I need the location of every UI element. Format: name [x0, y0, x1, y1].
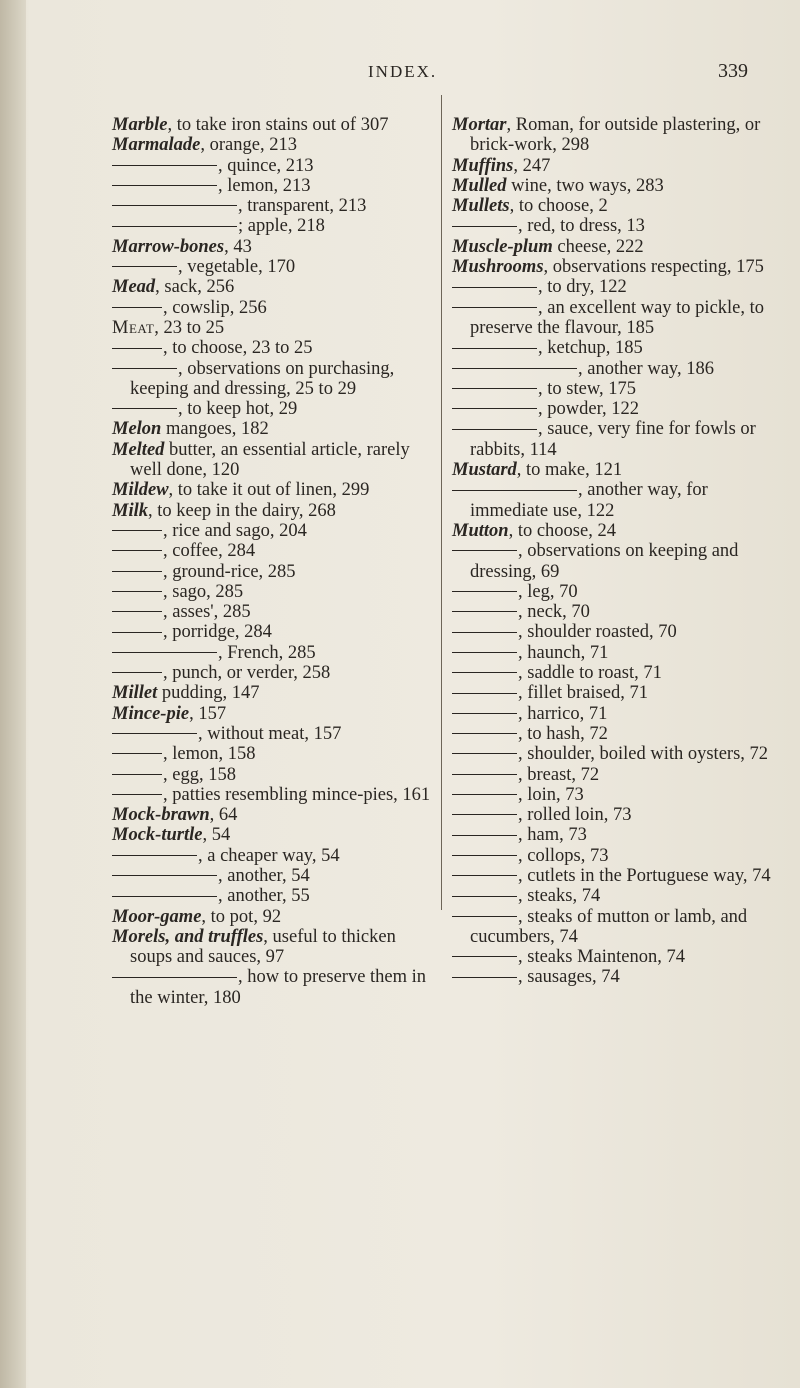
- index-entry: [112, 846, 434, 866]
- ditto-rule: [452, 226, 517, 227]
- entry-text: , without meat, 157: [198, 723, 342, 744]
- ditto-rule: [112, 530, 162, 531]
- entry-text: , rolled loin, 73: [518, 805, 632, 826]
- index-entry: [452, 237, 777, 257]
- entry-text: , to choose, 23 to 25: [163, 338, 313, 359]
- entry-headword: Mildew: [112, 480, 169, 501]
- column-divider: [441, 95, 442, 910]
- index-entry: [452, 176, 777, 196]
- index-entry: [112, 825, 434, 845]
- entry-text: , cowslip, 256: [163, 297, 267, 318]
- entry-text: , another, 55: [218, 886, 310, 907]
- ditto-rule: [112, 226, 237, 227]
- entry-headword: Milk: [112, 500, 148, 521]
- ditto-rule: [112, 307, 162, 308]
- entry-headword: Morels, and truffles: [112, 926, 264, 947]
- entry-text: , sauce, very fine for fowls or rabbits, 114: [470, 419, 756, 460]
- ditto-rule: [452, 632, 517, 633]
- entry-text: , loin, 73: [518, 784, 584, 805]
- ditto-rule: [112, 632, 162, 633]
- entry-headword: Mince-pie: [112, 703, 190, 724]
- index-entry: [452, 825, 777, 845]
- index-entry: [112, 237, 434, 257]
- page-gutter-shadow: [0, 0, 26, 1388]
- ditto-rule: [452, 591, 517, 592]
- entry-text: , shoulder roasted, 70: [518, 622, 677, 643]
- index-entry: [452, 379, 777, 399]
- index-entry: [112, 927, 434, 968]
- entry-text: , transparent, 213: [238, 196, 367, 217]
- entry-text: butter, an essential article, rarely well done, 120: [130, 439, 410, 481]
- index-column-right: [452, 115, 777, 988]
- ditto-rule: [452, 835, 517, 836]
- index-entry: [452, 460, 777, 480]
- entry-text: , 54: [202, 825, 231, 846]
- entry-headword: Mortar: [452, 115, 507, 135]
- entry-text: , another way, for immediate use, 122: [470, 480, 708, 521]
- index-entry: [112, 643, 434, 663]
- index-entry: [452, 541, 777, 582]
- index-entry: [112, 216, 434, 236]
- index-entry: [452, 359, 777, 379]
- entry-text: , another, 54: [218, 865, 310, 886]
- index-entry: [112, 521, 434, 541]
- entry-text: , useful to thicken soups and sauces, 97: [130, 926, 396, 968]
- index-entry: [112, 277, 434, 297]
- index-entry: [112, 419, 434, 439]
- ditto-rule: [452, 287, 537, 288]
- ditto-rule: [112, 348, 162, 349]
- index-column-left: [112, 115, 434, 1008]
- index-entry: [452, 338, 777, 358]
- entry-text: , 247: [513, 155, 551, 176]
- entry-text: , 23 to 25: [154, 317, 225, 338]
- entry-text: , 43: [224, 236, 252, 257]
- entry-text: , to dry, 122: [538, 277, 627, 298]
- ditto-rule: [452, 408, 537, 409]
- ditto-rule: [112, 753, 162, 754]
- entry-text: , to keep in the dairy, 268: [147, 500, 336, 521]
- entry-headword: Mushrooms: [452, 257, 544, 278]
- index-entry: [452, 582, 777, 602]
- ditto-rule: [452, 611, 517, 612]
- index-entry: [112, 298, 434, 318]
- ditto-rule: [452, 429, 537, 430]
- ditto-rule: [452, 794, 517, 795]
- entry-text: , observations respecting, 175: [543, 257, 764, 278]
- ditto-rule: [112, 977, 237, 978]
- index-entry: [452, 805, 777, 825]
- entry-headword: Marmalade: [112, 135, 201, 156]
- index-entry: [452, 947, 777, 967]
- entry-text: , coffee, 284: [163, 541, 256, 562]
- entry-text: , observations on keeping and dressing, 69: [470, 541, 739, 582]
- index-entry: [452, 156, 777, 176]
- entry-headword: Meat: [112, 317, 155, 338]
- entry-text: , to choose, 2: [509, 196, 608, 217]
- index-entry: [452, 622, 777, 642]
- ditto-rule: [112, 266, 177, 267]
- index-entry: [112, 359, 434, 400]
- entry-headword: Melon: [112, 419, 162, 440]
- entry-text: , ham, 73: [518, 825, 587, 846]
- entry-text: pudding, 147: [157, 683, 260, 704]
- entry-text: , another way, 186: [578, 358, 714, 379]
- ditto-rule: [112, 205, 237, 206]
- index-entry: [452, 785, 777, 805]
- entry-text: wine, two ways, 283: [506, 175, 664, 196]
- entry-text: , neck, 70: [518, 602, 590, 623]
- index-entry: [452, 704, 777, 724]
- index-entry: [452, 602, 777, 622]
- index-entry: [452, 663, 777, 683]
- entry-headword: Muffins: [452, 155, 514, 176]
- index-entry: [112, 765, 434, 785]
- entry-text: , shoulder, boiled with oysters, 72: [518, 744, 769, 765]
- entry-text: , to pot, 92: [201, 906, 282, 927]
- entry-headword: Mulled: [452, 175, 507, 196]
- ditto-rule: [112, 408, 177, 409]
- index-entry: [452, 886, 777, 906]
- index-entry: [112, 582, 434, 602]
- index-entry: [452, 683, 777, 703]
- index-entry: [452, 399, 777, 419]
- index-entry: [112, 338, 434, 358]
- ditto-rule: [452, 490, 577, 491]
- ditto-rule: [452, 814, 517, 815]
- entry-text: , to make, 121: [516, 460, 623, 481]
- ditto-rule: [112, 571, 162, 572]
- index-entry: [452, 765, 777, 785]
- entry-text: , breast, 72: [518, 764, 600, 785]
- ditto-rule: [112, 855, 197, 856]
- entry-headword: Millet: [112, 683, 158, 704]
- entry-headword: Marble: [112, 115, 168, 135]
- entry-text: , to keep hot, 29: [178, 399, 298, 420]
- ditto-rule: [112, 368, 177, 369]
- entry-headword: Mead: [112, 277, 156, 298]
- ditto-rule: [112, 550, 162, 551]
- entry-text: , vegetable, 170: [178, 257, 296, 278]
- entry-text: cheese, 222: [552, 236, 644, 257]
- ditto-rule: [452, 774, 517, 775]
- running-header: INDEX.: [368, 62, 438, 81]
- ditto-rule: [452, 713, 517, 714]
- entry-text: , ketchup, 185: [538, 338, 643, 359]
- entry-headword: Melted: [112, 439, 165, 460]
- entry-text: , sago, 285: [163, 581, 244, 602]
- entry-text: , haunch, 71: [518, 642, 609, 663]
- entry-text: , an excellent way to pickle, to preserve the flavour, 185: [470, 297, 765, 338]
- index-entry: [112, 866, 434, 886]
- ditto-rule: [452, 307, 537, 308]
- ditto-rule: [112, 733, 197, 734]
- entry-text: , rice and sago, 204: [163, 520, 307, 541]
- entry-text: , how to preserve them in the winter, 180: [130, 967, 427, 1008]
- entry-text: , leg, 70: [518, 581, 578, 602]
- entry-text: , steaks, 74: [518, 886, 601, 907]
- entry-text: , to stew, 175: [538, 378, 636, 399]
- entry-headword: Mustard: [452, 460, 517, 481]
- ditto-rule: [112, 875, 217, 876]
- entry-text: , observations on purchasing, keeping and dressing, 25 to 29: [130, 358, 395, 399]
- index-entry: [112, 907, 434, 927]
- page-number: 339: [718, 60, 748, 82]
- index-entry: [112, 318, 434, 338]
- index-entry: [112, 480, 434, 500]
- entry-text: , 64: [209, 805, 238, 826]
- ditto-rule: [112, 591, 162, 592]
- index-entry: [112, 663, 434, 683]
- ditto-rule: [452, 693, 517, 694]
- entry-text: , orange, 213: [200, 135, 297, 156]
- index-entry: [112, 156, 434, 176]
- index-entry: [452, 115, 777, 156]
- entry-text: ; apple, 218: [238, 216, 325, 237]
- entry-text: , patties resembling mince-pies, 161: [163, 784, 431, 805]
- index-entry: [112, 135, 434, 155]
- entry-headword: Moor-game: [112, 906, 202, 927]
- ditto-rule: [452, 368, 577, 369]
- ditto-rule: [452, 348, 537, 349]
- ditto-rule: [452, 753, 517, 754]
- index-entry: [112, 886, 434, 906]
- entry-text: , collops, 73: [518, 845, 609, 866]
- entry-text: , sack, 256: [155, 277, 235, 298]
- index-entry: [112, 257, 434, 277]
- index-entry: [112, 541, 434, 561]
- entry-headword: Mock-brawn: [112, 805, 210, 826]
- ditto-rule: [112, 774, 162, 775]
- index-entry: [452, 846, 777, 866]
- index-entry: [452, 967, 777, 987]
- index-entry: [112, 115, 434, 135]
- index-entry: [452, 419, 777, 460]
- ditto-rule: [112, 165, 217, 166]
- index-entry: [452, 907, 777, 948]
- entry-text: , fillet braised, 71: [518, 683, 648, 704]
- index-entry: [452, 744, 777, 764]
- entry-text: , 157: [189, 703, 227, 724]
- ditto-rule: [112, 896, 217, 897]
- index-entry: [452, 643, 777, 663]
- entry-text: , steaks Maintenon, 74: [518, 947, 685, 968]
- entry-headword: Mock-turtle: [112, 825, 203, 846]
- entry-text: , punch, or verder, 258: [163, 663, 331, 684]
- ditto-rule: [112, 672, 162, 673]
- ditto-rule: [452, 672, 517, 673]
- ditto-rule: [452, 977, 517, 978]
- ditto-rule: [112, 794, 162, 795]
- index-entry: [112, 805, 434, 825]
- index-entry: [112, 399, 434, 419]
- entry-text: , porridge, 284: [163, 622, 272, 643]
- ditto-rule: [112, 185, 217, 186]
- ditto-rule: [112, 652, 217, 653]
- index-entry: [112, 501, 434, 521]
- index-entry: [112, 785, 434, 805]
- entry-text: , to take it out of linen, 299: [168, 480, 370, 501]
- index-entry: [452, 866, 777, 886]
- ditto-rule: [452, 550, 517, 551]
- index-entry: [112, 622, 434, 642]
- entry-text: , harrico, 71: [518, 703, 608, 724]
- index-entry: [112, 176, 434, 196]
- entry-text: , steaks of mutton or lamb, and cucumbers, 74: [470, 906, 748, 947]
- index-entry: [112, 683, 434, 703]
- index-entry: [112, 196, 434, 216]
- index-entry: [452, 277, 777, 297]
- entry-headword: Muscle-plum: [452, 236, 553, 257]
- entry-text: , lemon, 158: [163, 744, 256, 765]
- entry-text: , lemon, 213: [218, 175, 311, 196]
- entry-text: , sausages, 74: [518, 967, 620, 988]
- index-entry: [112, 602, 434, 622]
- entry-text: , cutlets in the Portuguese way, 74: [518, 865, 771, 886]
- entry-headword: Mutton: [452, 520, 509, 541]
- ditto-rule: [452, 916, 517, 917]
- ditto-rule: [452, 896, 517, 897]
- ditto-rule: [452, 388, 537, 389]
- entry-text: , egg, 158: [163, 764, 236, 785]
- index-entry: [112, 744, 434, 764]
- index-entry: [452, 196, 777, 216]
- entry-text: , red, to dress, 13: [518, 216, 645, 237]
- entry-text: mangoes, 182: [161, 419, 269, 440]
- entry-text: , Roman, for outside plastering, or brick-work, 298: [470, 115, 761, 156]
- entry-text: , quince, 213: [218, 155, 314, 176]
- entry-text: , saddle to roast, 71: [518, 663, 662, 684]
- index-entry: [452, 521, 777, 541]
- ditto-rule: [112, 611, 162, 612]
- index-entry: [452, 480, 777, 521]
- index-entry: [452, 298, 777, 339]
- ditto-rule: [452, 855, 517, 856]
- entry-text: , to choose, 24: [508, 520, 616, 541]
- index-entry: [452, 257, 777, 277]
- entry-text: , French, 285: [218, 642, 316, 663]
- index-entry: [452, 724, 777, 744]
- entry-text: , asses', 285: [163, 602, 251, 623]
- entry-text: , powder, 122: [538, 399, 639, 420]
- index-entry: [112, 562, 434, 582]
- entry-text: , a cheaper way, 54: [198, 845, 340, 866]
- ditto-rule: [452, 956, 517, 957]
- index-entry: [452, 216, 777, 236]
- index-entry: [112, 440, 434, 481]
- ditto-rule: [452, 733, 517, 734]
- index-entry: [112, 704, 434, 724]
- entry-headword: Marrow-bones: [112, 236, 225, 257]
- entry-text: , to take iron stains out of 307: [167, 115, 389, 135]
- entry-text: , ground-rice, 285: [163, 561, 296, 582]
- ditto-rule: [452, 875, 517, 876]
- entry-text: , to hash, 72: [518, 723, 608, 744]
- index-entry: [112, 724, 434, 744]
- entry-headword: Mullets: [452, 196, 510, 217]
- ditto-rule: [452, 652, 517, 653]
- index-entry: [112, 967, 434, 1008]
